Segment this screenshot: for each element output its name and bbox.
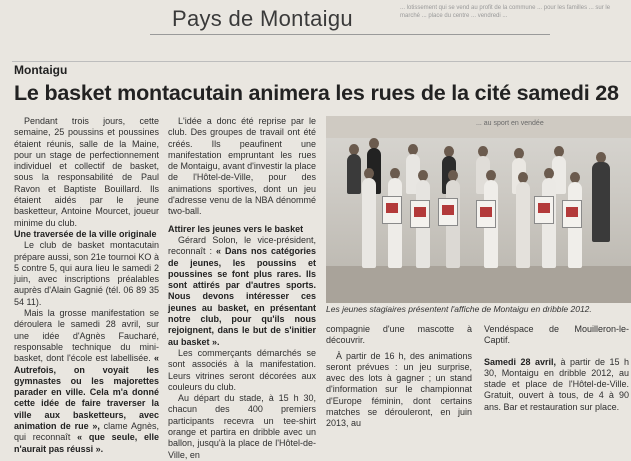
- quote: « que seule, elle n'aurait pas réussi ».: [14, 432, 159, 454]
- headline: Le basket montacutain animera les rues de la cité samedi 28: [14, 81, 619, 105]
- poster: [562, 200, 582, 228]
- text: clame Agnès, qui reconnaît: [14, 421, 159, 443]
- photo-caption: Les jeunes stagiaires présentent l'affiche de Montaigu en dribble 2012.: [326, 304, 592, 314]
- column-4: [484, 324, 629, 413]
- section-title: Pays de Montaigu: [172, 6, 353, 31]
- poster: [410, 200, 430, 228]
- column-3: [326, 324, 472, 430]
- poster: [438, 198, 458, 226]
- person: [347, 154, 361, 194]
- column-1: [14, 116, 159, 455]
- city-label: Montaigu: [14, 63, 68, 77]
- person: [592, 162, 610, 242]
- bleed-through-text: ... lotissement qui se vend au profit de la commune ... pour les familles ... sur le marché ... place du centre ... vendredi ...: [400, 5, 611, 19]
- paragraph: Pendant trois jours, cette semaine, 25 poussins et poussines étaient réunis, salle de la Maine, pour un stage de perfectionnement individuel et collectif de basket, sous la responsabilité de Paul Ravon et Baptiste Bouillard. Ils étaient aidés par le jeune basketteur, Antoine Mourcet, joueur minime du club.: [14, 116, 159, 228]
- subheading: Attirer les jeunes vers le basket: [168, 223, 304, 234]
- person: [362, 178, 376, 268]
- paragraph: L'idée a donc été reprise par le club. Des groupes de travail ont été créés. Ils peaufinent une manifestation empruntant les rues de Montaigu, avant d'investir la place de l'Hôtel-de-Ville, pour des animations sportives, dont un jeu d'adresse venu de la NBA dénommé two-ball.: [168, 116, 316, 217]
- paragraph: Au départ du stade, à 15 h 30, chacun des 400 premiers participants recevra un tee-shirt orange et partira en dribble avec un ballon, jusqu'à la place de l'Hôtel-de-Ville, en: [168, 393, 316, 460]
- event-date: Samedi 28 avril,: [484, 356, 557, 367]
- paragraph: compagnie d'une mascotte à découvrir.: [326, 324, 472, 346]
- quote: « Autrefois, on voyait les gymnastes ou les majorettes parader en ville. Cela m'a donné cette idée de faire traverser la ville aux basketteurs, avec animation de rue »,: [14, 353, 159, 432]
- poster: [382, 196, 402, 224]
- paragraph: Vendéspace de Mouilleron-le-Captif.: [484, 324, 629, 346]
- paragraph: Le club de basket montacutain prépare aussi, son 21e tournoi KO à 5 contre 5, qui aura lieu le samedi 2 juin, avec inscriptions préalables auprès d'Alain Gagnié (tél. 06 89 35 54 11).: [14, 240, 159, 307]
- divider: [12, 61, 631, 62]
- paragraph: [484, 357, 629, 413]
- subheading: Une traversée de la ville originale: [14, 228, 157, 239]
- paragraph: [168, 235, 316, 348]
- text: Gérard Solon, le vice-président, reconnaît :: [168, 234, 316, 257]
- column-2: [168, 116, 316, 461]
- person: [516, 182, 530, 268]
- text: à partir de 15 h 30, Montaigu en dribble 2012, au stade et place de l'Hôtel-de-Ville. Gratuit, ouvert à tous, de 4 à 90 ans. Bar et restauration sur place.: [484, 356, 629, 412]
- photo-floor: [326, 266, 631, 303]
- poster: [476, 200, 496, 228]
- team-photo: [326, 116, 631, 303]
- paragraph: Les commerçants démarchés se sont associés à la manifestation. Leurs vitrines seront décorées aux couleurs du club.: [168, 347, 316, 392]
- poster: [534, 196, 554, 224]
- text: Mais la grosse manifestation se déroulera le samedi 28 avril, sur une idée d'Agnès Faucharé, responsable technique du mini-basket, dont l'école est labellisée.: [14, 308, 159, 364]
- photo-wall-text: ... au sport en vendée: [476, 120, 544, 127]
- quote: « Dans nos catégories de jeunes, les poussins et poussines se font plus rares. Ils sont attirés par d'autres sports. Nous devons intéresser ces jeunes au basket, en présentant notre club, pour qu'ils nous rejoignent, dans le but de s'initier au basket ».: [168, 246, 316, 347]
- paragraph: À partir de 16 h, des animations seront prévues : un jeu surprise, avec des lots à gagner ; un stand d'information sur le championnat d'Europe féminin, dont certains matches se dérouleront, en juin 2013, au: [326, 350, 472, 429]
- paragraph: [14, 308, 159, 455]
